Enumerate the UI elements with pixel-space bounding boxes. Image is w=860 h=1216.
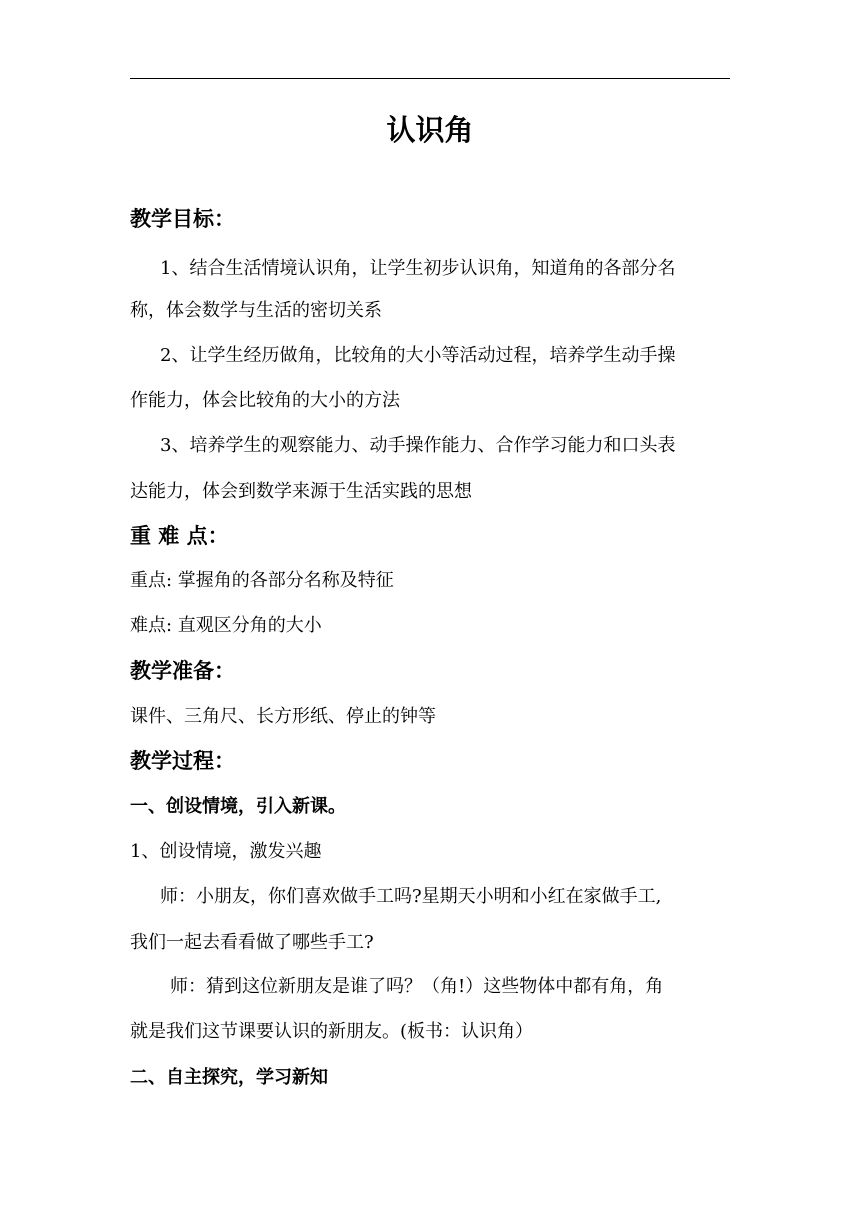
objective-2-line-1: 2、让学生经历做角，比较角的大小等活动过程，培养学生动手操: [160, 345, 676, 366]
header-rule: [130, 78, 730, 79]
objective-1-line-1: 1、结合生活情境认识角，让学生初步认识角，知道角的各部分名: [160, 258, 676, 279]
objective-3-line-2: 达能力，体会到数学来源于生活实践的思想: [130, 481, 472, 502]
difficult-point: 难点: 直观区分角的大小: [130, 615, 322, 636]
teacher-2-line-1: 师：猜到这位新朋友是谁了吗？（角!）这些物体中都有角，角: [170, 976, 664, 997]
teacher-2-line-2: 就是我们这节课要认识的新朋友。(板书：认识角）: [130, 1021, 534, 1042]
page-title: 认识角: [386, 113, 474, 147]
objectives-heading: 教学目标：: [130, 207, 235, 231]
objective-3-line-1: 3、培养学生的观察能力、动手操作能力、合作学习能力和口头表: [160, 435, 676, 456]
preparation-items: 课件、三角尺、长方形纸、停止的钟等: [130, 706, 436, 727]
objective-1-line-2: 称，体会数学与生活的密切关系: [130, 300, 382, 321]
step-1: 1、创设情境，激发兴趣: [130, 841, 322, 862]
objective-2-line-2: 作能力，体会比较角的大小的方法: [130, 390, 400, 411]
teacher-1-line-1: 师：小朋友，你们喜欢做手工吗?星期天小明和小红在家做手工,: [160, 886, 662, 907]
teacher-1-line-2: 我们一起去看看做了哪些手工?: [130, 932, 374, 953]
key-point: 重点: 掌握角的各部分名称及特征: [130, 570, 394, 591]
preparation-heading: 教学准备：: [130, 659, 235, 683]
key-points-heading: 重 难 点：: [130, 524, 229, 548]
part-1-heading: 一、创设情境，引入新课。: [130, 796, 346, 817]
part-2-heading: 二、自主探究，学习新知: [130, 1067, 328, 1088]
process-heading: 教学过程：: [130, 749, 235, 773]
